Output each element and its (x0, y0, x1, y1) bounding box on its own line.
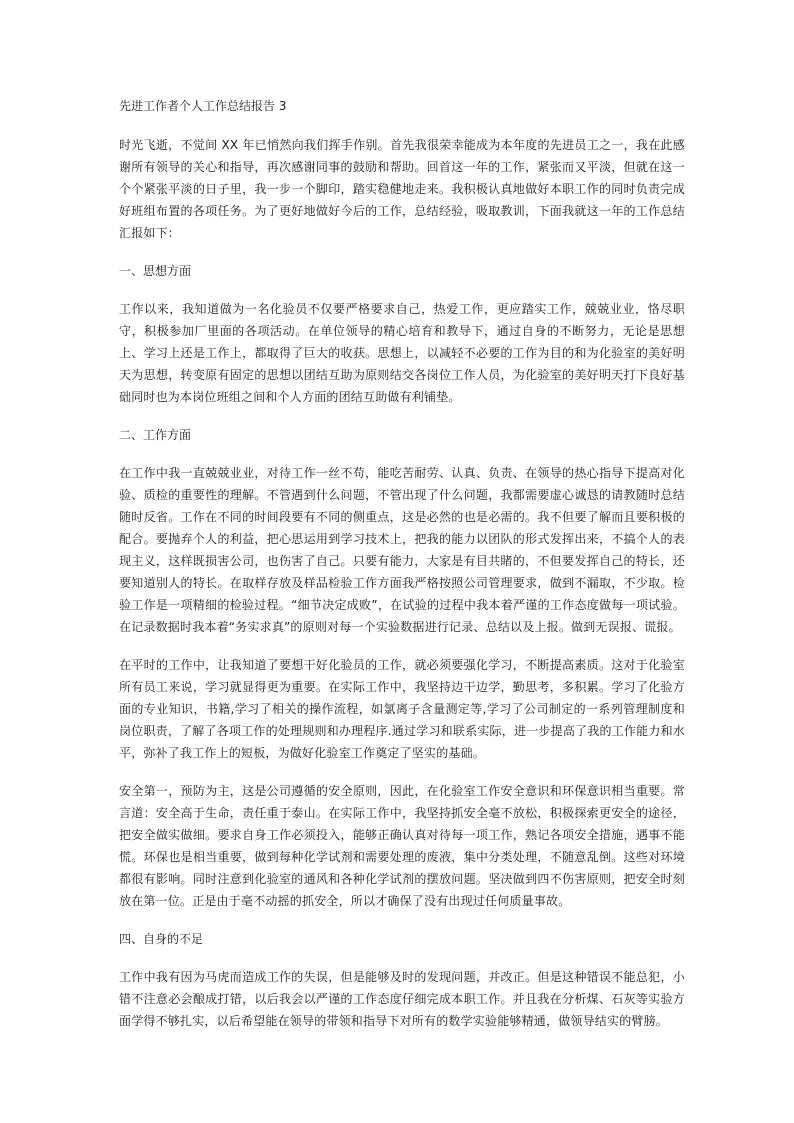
document-page (119, 96, 685, 1048)
work-paragraph-1: 在工作中我一直兢兢业业，对待工作一丝不苟，能吃苦耐劳、认真、负责、在领导的热心指导下提高对化验、质检的重要性的理解。不管遇到什么问题，不管出现了什么问题，我都需要虚心诚恳的请教随时总结随时反省。工作在不同的时间段要有不同的侧重点，这是必然的也是必需的。我不但要了解而且要积极的配合。要抛弃个人的利益，把心思运用到学习技术上，把我的能力以团队的形式发挥出来，不搞个人的表现主义，这样既损害公司，也伤害了自己。只要有能力，大家是有目共睹的，不但要发挥自己的特长，还要知道别人的特长。在取样存放及样品检验工作方面我严格按照公司管理要求，做到不漏取，不少取。检验工作是一项精细的检验过程。“细节决定成败”，在试验的过程中我本着严谨的工作态度做每一项试验。在记录数据时我本着“务实求真”的原则对每一个实验数据进行记录、总结以及上报。做到无误报、谎报。 (119, 466, 685, 634)
shortcomings-paragraph: 工作中我有因为马虎而造成工作的失误，但是能够及时的发现问题，并改正。但是这种错误不能总犯，小错不注意必会酿成打错，以后我会以严谨的工作态度仔细完成本职工作。并且我在分析煤、石灰等实验方面学得不够扎实，以后希望能在领导的带领和指导下对所有的数学实验能够精通，做领导结实的臂膀。 (119, 970, 685, 1028)
document-title: 先进工作者个人工作总结报告 3 (119, 99, 287, 113)
section-heading-thought: 一、思想方面 (119, 264, 192, 278)
thought-paragraph: 工作以来，我知道做为一名化验员不仅要严格要求自己，热爱工作，更应踏实工作，兢兢业业，恪尽职守，积极参加厂里面的各项活动。在单位领导的精心培育和教导下，通过自身的不断努力，无论是思想上、学习上还是工作上，都取得了巨大的收获。思想上，以减轻不必要的工作为目的和为化验室的美好明天为思想，转变原有固定的思想以团结互助为原则结交各岗位工作人员，为化验室的美好明天打下良好基础同时也为本岗位班组之间和个人方面的团结互助做有利铺垫。 (119, 302, 685, 404)
intro-paragraph: 时光飞逝，不觉间 XX 年已悄然向我们挥手作别。首先我很荣幸能成为本年度的先进员工之一，我在此感谢所有领导的关心和指导，再次感谢同事的鼓励和帮助。回首这一年的工作，紧张而又平淡，但就在这一个个紧张平淡的日子里，我一步一个脚印，踏实稳健地走来。我积极认真地做好本职工作的同时负责完成好班组布置的各项任务。为了更好地做好今后的工作，总结经验，吸取教训，下面我就这一年的工作总结汇报如下： (119, 138, 685, 240)
section-heading-work: 二、工作方面 (119, 428, 192, 442)
safety-paragraph: 安全第一，预防为主，这是公司遵循的安全原则，因此，在化验室工作安全意识和环保意识相当重要。常言道：安全高于生命，责任重于泰山。在实际工作中，我坚持抓安全毫不放松，积极探索更安全的途径，把安全做实做细。要求自身工作必须投入，能够正确认真对待每一项工作，熟记各项安全措施，遇事不能慌。环保也是相当重要，做到每种化学试剂和需要处理的废液，集中分类处理，不随意乱倒。这些对环境都很有影响。同时注意到化验室的通风和各种化学试剂的摆放问题。坚决做到四不伤害原则，把安全时刻放在第一位。正是由于毫不动摇的抓安全，所以才确保了没有出现过任何质量事故。 (119, 784, 685, 908)
work-paragraph-2: 在平时的工作中，让我知道了要想干好化验员的工作，就必须要强化学习，不断提高素质。这对于化验室所有员工来说，学习就显得更为重要。在实际工作中，我坚持边干边学，勤思考，多积累。学习了化验方面的专业知识，书籍,学习了相关的操作流程，如氯离子含量测定等,学习了公司制定的一系列管理制度和岗位职责，了解了各项工作的处理规则和办理程序.通过学习和联系实际，进一步提高了我的工作能力和水平，弥补了我工作上的短板，为做好化验室工作奠定了坚实的基础。 (119, 658, 685, 760)
section-heading-shortcomings: 四、自身的不足 (119, 932, 204, 946)
